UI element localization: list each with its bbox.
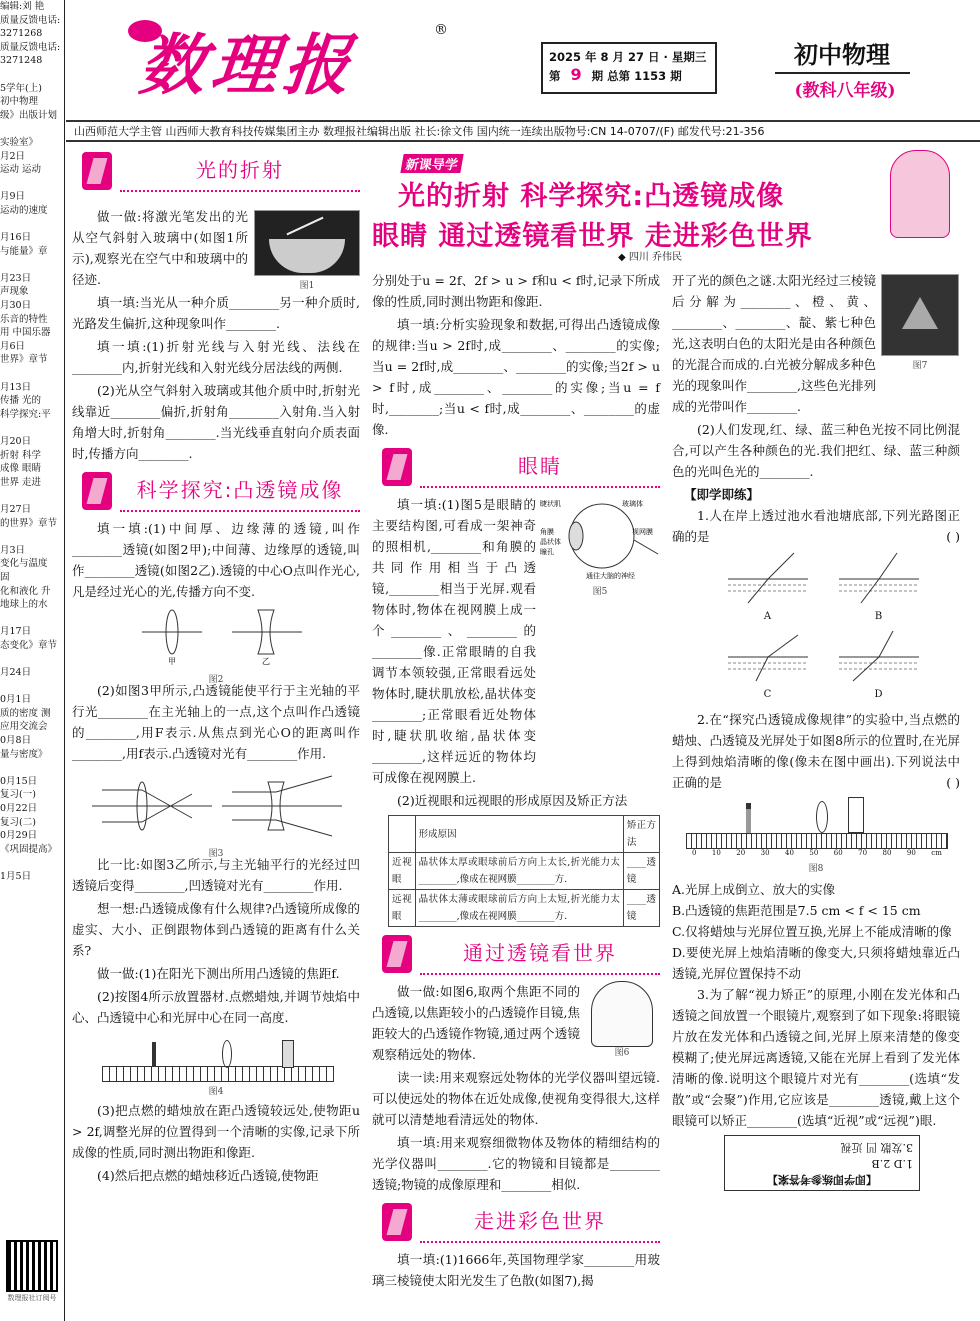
focus-diagram — [72, 766, 360, 842]
table-header-cell: 形成原因 — [415, 816, 623, 853]
question-text: 1.人在岸上透过池水看池塘底部,下列光路图正确的是 — [672, 508, 960, 544]
schedule-line — [0, 68, 64, 82]
issue-number: 9 — [570, 65, 582, 84]
option-c: C.仅将蜡烛与光屏位置互换,光屏上不能成清晰的像 — [672, 924, 952, 939]
schedule-line — [0, 612, 64, 626]
schedule-line: 与能量》章 — [0, 245, 48, 257]
schedule-line — [0, 367, 64, 381]
schedule-line: 变化与温度 — [0, 558, 48, 570]
question — [672, 505, 960, 547]
new-lesson-tag: 新课导学 — [400, 154, 463, 173]
headline-block — [368, 148, 938, 263]
schedule-line — [0, 856, 64, 870]
schedule-line: 传播 光的 — [0, 395, 42, 407]
schedule-line: 质量反馈电话: — [0, 41, 61, 53]
schedule-line: 运动的速度 — [0, 204, 48, 216]
option-b: B.凸透镜的焦距范围是7.5 cm < f < 15 cm — [672, 903, 921, 918]
lens-icon — [222, 1040, 232, 1068]
vision-defects-table — [388, 815, 660, 927]
option-figure — [712, 549, 823, 623]
ruler-tick-label: 80 — [882, 849, 892, 857]
ruler-tick-label: 60 — [833, 849, 843, 857]
schedule-line: 月24日 — [0, 667, 32, 679]
figure-1 — [254, 206, 360, 292]
table-cell: ____透镜 — [623, 853, 659, 890]
schedule-line: 3271248 — [0, 55, 43, 67]
figure-7 — [880, 270, 960, 419]
figure-caption: 图7 — [912, 361, 928, 371]
practice-heading: 【即学即练】 — [684, 487, 760, 502]
schedule-line: 月2日 — [0, 150, 26, 162]
paragraph: 填一填:当光从一种介质________另一种介质时,光路发生偏折,这种现象叫作________. — [72, 295, 360, 331]
issue-total: 期 总第 1153 期 — [591, 69, 682, 83]
schedule-line: 月17日 — [0, 626, 32, 638]
fig6-row — [372, 981, 660, 1067]
section-title: 通过透镜看世界 — [420, 933, 660, 975]
grade-label: (教科八年级) — [794, 81, 896, 101]
table-row — [389, 853, 660, 890]
schedule-line: 月20日 — [0, 436, 32, 447]
figure-4 — [72, 1030, 360, 1100]
prism-dispersion-figure — [881, 274, 959, 356]
qr-caption: 数理报社订阅号 — [7, 1294, 57, 1302]
schedule-line: 0月1日 — [0, 694, 32, 706]
schedule-line: 实验室》 — [0, 136, 39, 148]
paragraph: (4)然后把点燃的蜡烛移近凸透镜,使物距 — [97, 1168, 319, 1183]
schedule-line — [0, 653, 64, 667]
paragraph: 读一读:用来观察远处物体的光学仪器叫望远镜.可以使远处的物体在近处成像,使视角变得很大,这样就可以清楚地看清远处的物体. — [372, 1070, 660, 1127]
table-header — [389, 816, 660, 853]
registered-mark: ® — [434, 22, 448, 38]
section-title: 光的折射 — [120, 150, 360, 192]
question — [672, 709, 960, 793]
figure-caption: 图2 — [208, 675, 224, 685]
schedule-line: 月27日 — [0, 503, 32, 515]
option-label: B — [874, 611, 883, 622]
glass-half-disc — [269, 239, 345, 273]
ruler-tick-label: 70 — [858, 849, 868, 857]
issue-number-line — [549, 66, 709, 85]
section-title: 走进彩色世界 — [420, 1201, 660, 1243]
column-b — [372, 270, 660, 1293]
schedule-line: 月3日 — [0, 544, 26, 556]
schedule-line — [0, 122, 64, 136]
option-d: D.要使光屏上烛焰清晰的像变大,只须将蜡烛靠近凸透镜,光屏位置保持不动 — [672, 945, 960, 981]
section-pencil-icon — [382, 935, 412, 973]
paragraph: 分别处于u = 2f、2f > u > f和u < f时,记录下所成像的性质,同时测出物距和像距. — [372, 273, 660, 309]
headline-line-1: 光的折射 科学探究:凸透镜成像 — [398, 181, 785, 212]
option-label: D — [874, 689, 883, 700]
ruler-tick-label: 30 — [760, 849, 770, 857]
publisher-info-bar: 山西师范大学主管 山西师大教育科技传媒集团主办 数理报社编辑出版 社长:徐文伟 国内统一连续出版物号:CN 14-0707/(F) 邮发代号:21-356 — [66, 120, 980, 142]
eye-diagram — [540, 494, 660, 580]
paragraph: (2)人们发现,红、绿、蓝三种色光按不同比例混合,可以产生各种颜色的光.我们把红、绿、蓝三种颜色的光叫色光的________. — [672, 422, 960, 479]
ruler-tick-label: 0 — [692, 849, 697, 857]
answer-key-box — [724, 1135, 920, 1191]
figure-caption: 图1 — [299, 281, 315, 291]
section-pencil-icon — [382, 1203, 412, 1241]
figure-5 — [540, 494, 660, 790]
schedule-line: 乐音的特性 — [0, 313, 48, 325]
eye-label: 玻璃体 — [622, 500, 643, 508]
table-cell: 近视眼 — [389, 853, 416, 890]
schedule-line: 0月22日 — [0, 803, 38, 815]
paragraph: 填一填:(1)中间厚、边缘薄的透镜,叫作________透镜(如图2甲);中间薄、边缘厚的透镜,叫作________透镜(如图2乙).透镜的中心O点叫作光心,凡是经过光心的光,传播方向不变. — [72, 521, 360, 599]
schedule-line: 月9日 — [0, 191, 26, 203]
schedule-line: 编辑:刘 艳 — [0, 1, 45, 12]
section-header-color — [372, 1201, 660, 1243]
prism-icon — [902, 297, 938, 329]
ruler-labels — [692, 849, 942, 858]
schedule-line — [0, 489, 64, 503]
screen-icon — [848, 797, 864, 833]
section-header-refraction — [72, 150, 360, 192]
figure-caption: 图8 — [808, 864, 824, 874]
author-byline: ◆ 四川 乔伟民 — [618, 252, 683, 263]
schedule-line: 折射 科学 — [0, 449, 42, 461]
section-header-telescope — [372, 933, 660, 975]
paragraph: 填一填:(1)图5是眼睛的主要结构图,可看成一架神奇的照相机,________和角膜的共同作用相当于凸透镜,________相当于光屏.观看物体时,物体在视网膜上成一个________、________的________像.正常眼睛的自我调节本领较强,正常眼看远处物体时,睫状肌放松,晶状体变________;正常眼看近处物体时,睫状肌收缩,晶状体变________,这样远近的物体均可成像在视网膜上. — [372, 497, 536, 785]
schedule-line: 《巩固提高》 — [0, 843, 58, 855]
option-label: C — [763, 689, 772, 700]
paragraph: 想一想:凸透镜成像有什么规律?凸透镜所成像的虚实、大小、正倒跟物体到凸透镜的距离有什么关系? — [72, 901, 360, 958]
section-header-lens — [72, 470, 360, 512]
figure-caption: 图5 — [592, 587, 608, 597]
paragraph: (2)近视眼和远视眼的形成原因及矫正方法 — [397, 793, 628, 808]
candle-icon — [152, 1042, 156, 1066]
schedule-line: 世界》章节 — [0, 354, 48, 366]
paragraph: 填一填:用来观察细微物体及物体的精细结构的光学仪器叫________.它的物镜和目镜都是________透镜;物镜的成像原理和________相似. — [372, 1135, 660, 1192]
paragraph: (2)光从空气斜射入玻璃或其他介质中时,折射光线靠近________偏折,折射角________入射角.当入射角增大时,折射角________.当光线垂直射向介质表面时,传播方向________. — [72, 383, 360, 461]
figure-8 — [672, 795, 960, 879]
figure-3 — [72, 766, 360, 859]
schedule-line: 0月29日 — [0, 830, 38, 842]
column-a — [72, 150, 360, 1188]
schedule-line: 量与密度》 — [0, 748, 48, 760]
schedule-line — [0, 680, 64, 694]
refraction-option-diagram — [728, 549, 808, 605]
schedule-line: 地球上的水 — [0, 599, 48, 611]
table-header-cell — [389, 816, 416, 853]
fig2-label-b: 乙 — [262, 657, 270, 666]
newspaper-title: 数理报 — [135, 27, 360, 104]
schedule-line: 月6日 — [0, 340, 26, 352]
schedule-line: 成像 眼睛 — [0, 463, 42, 475]
section-pencil-icon — [82, 472, 112, 510]
subject-underline — [775, 72, 910, 74]
refraction-option-diagram — [839, 549, 919, 605]
schedule-line: 初中物理 — [0, 96, 39, 108]
paragraph: 填一填:(1)折射光线与入射光线、法线在________内,折射光线和入射光线分居法线的两侧. — [72, 339, 360, 375]
issue-date: 2025 年 8 月 27 日 · 星期三 — [549, 50, 707, 64]
issue-date-box — [541, 42, 717, 94]
schedule-sidebar — [0, 0, 65, 1321]
paragraph: 做一做:(1)在阳光下测出所用凸透镜的焦距f. — [97, 966, 340, 981]
schedule-line: 月30日 — [0, 300, 32, 312]
candle-icon — [746, 803, 751, 837]
schedule-line: 用 中国乐器 — [0, 327, 51, 339]
option-figure — [823, 549, 934, 623]
schedule-line: 固 — [0, 571, 10, 583]
paragraph: 填一填:分析实验现象和数据,可得出凸透镜成像的规律:当u > 2f时,成________、________的实像;当u = 2f时,成________、________的实像;当2f > u > f时,成________、________的实像;当u = f时,________;当u < f时,成________、________的虚像. — [372, 317, 660, 437]
subject-title: 初中物理 — [794, 41, 890, 69]
table-cell: 晶状体太薄或眼球前后方向上太短,折光能力太________,像成在视网膜________方. — [415, 890, 623, 927]
schedule-line: 运动 运动 — [0, 164, 42, 176]
table-cell: 晶状体太厚或眼球前后方向上太长,折光能力太________,像成在视网膜________方. — [415, 853, 623, 890]
figure-caption: 图4 — [208, 1087, 224, 1097]
fig7-row — [672, 270, 960, 419]
answer-key-title: 【即学即练参考答案】 — [767, 1173, 877, 1186]
figure-6 — [584, 981, 660, 1067]
figure-2 — [72, 604, 360, 685]
schedule-line: 月16日 — [0, 232, 32, 244]
schedule-line: 质的密度 测 — [0, 707, 51, 719]
schedule-line: 月23日 — [0, 272, 32, 284]
paragraph: 填一填:(1)1666年,英国物理学家________用玻璃三棱镜使太阳光发生了色散(如图7),揭 — [372, 1252, 660, 1288]
eye-label: 睫状肌 — [540, 500, 561, 508]
paragraph: (2)按图4所示放置器材.点燃蜡烛,并调节烛焰中心、凸透镜中心和光屏中心在同一高度. — [72, 989, 360, 1025]
table-header-cell: 矫正方法 — [623, 816, 659, 853]
headline-line-2: 眼睛 通过透镜看世界 走进彩色世界 — [372, 221, 813, 252]
q1-option-figures — [672, 549, 960, 701]
paragraph: (3)把点燃的蜡烛放在距凸透镜较远处,使物距u > 2f,调整光屏的位置得到一个清晰的实像,记录下所成像的性质,同时测出物距和像距. — [72, 1103, 360, 1160]
table-row — [389, 890, 660, 927]
schedule-line: 声现象 — [0, 286, 29, 298]
ruler-tick-label: 90 — [906, 849, 916, 857]
eye-label: 通往大脑的神经 — [586, 572, 635, 580]
table-cell: ____透镜 — [623, 890, 659, 927]
optical-bench-ruler — [686, 833, 948, 849]
schedule-line: 0月15日 — [0, 775, 38, 787]
screen-icon — [282, 1040, 294, 1068]
option-figure — [823, 627, 934, 701]
option-figure — [712, 627, 823, 701]
figure-caption: 图6 — [614, 1048, 630, 1058]
option-a: A.光屏上成倒立、放大的实像 — [672, 882, 836, 897]
answer-paren: ( ) — [946, 775, 960, 790]
refraction-option-diagram — [839, 627, 919, 683]
section-header-eye — [372, 446, 660, 488]
cartoon-girl-icon — [890, 150, 950, 238]
column-c — [672, 270, 960, 1191]
lens-icon — [816, 801, 828, 833]
schedule-line — [0, 218, 64, 232]
option-label: A — [763, 611, 772, 622]
schedule-line: 复习(一) — [0, 789, 36, 801]
eye-label: 角膜 — [540, 528, 554, 536]
answer-paren: ( ) — [946, 529, 960, 544]
qr-code — [6, 1240, 58, 1292]
schedule-line: 的世界》章节 — [0, 517, 58, 529]
issue-prefix: 第 — [549, 69, 561, 83]
fig1-row — [72, 206, 360, 292]
fig5-row — [372, 494, 660, 790]
answer-line: 1.D 2.B — [871, 1157, 913, 1170]
paragraph: 做一做:如图6,取两个焦距不同的凸透镜,以焦距较小的凸透镜作目镜,焦距较大的凸透镜作物镜,通过两个透镜观察稍远处的物体. — [372, 984, 580, 1062]
eye-label: 瞳孔 — [540, 548, 554, 556]
schedule-line: 态变化》章节 — [0, 639, 58, 651]
paragraph: 开了光的颜色之谜.太阳光经过三棱镜后分解为________、橙、黄、________、________、靛、紫七种色光,这表明白色的太阳光是由各种颜色的光混合而成的.白光被分解成多种色光的现象叫作________,这些色光排列成的光带叫作________. — [672, 273, 876, 414]
section-pencil-icon — [382, 448, 412, 486]
schedule-line: 世界 走进 — [0, 476, 42, 488]
figure-caption: 图3 — [208, 849, 224, 859]
section-pencil-icon — [82, 152, 112, 190]
schedule-line: 0月8日 — [0, 735, 32, 747]
schedule-line: 化和液化 升 — [0, 585, 51, 597]
ruler-tick-label: 50 — [809, 849, 819, 857]
ruler-tick-label: 40 — [785, 849, 794, 857]
schedule-line: 科学探究:平 — [0, 408, 51, 420]
paragraph: 做一做:将激光笔发出的光从空气斜射入玻璃中(如图1所示),观察光在空气中和玻璃中的径迹. — [72, 209, 248, 287]
laser-beam — [286, 217, 323, 236]
schedule-line — [0, 530, 64, 544]
schedule-line: 应用交流会 — [0, 721, 48, 733]
refraction-option-diagram — [728, 627, 808, 683]
ruler-tick-label: cm — [931, 849, 942, 857]
lens-diagram — [72, 604, 360, 668]
boy-with-lenses-icon — [591, 981, 653, 1047]
paragraph: 比一比:如图3乙所示,与主光轴平行的光经过凹透镜后变得________,凹透镜对光有________作用. — [72, 857, 360, 893]
schedule-line — [0, 258, 64, 272]
table-cell: 远视眼 — [389, 890, 416, 927]
question-text: 2.在“探究凸透镜成像规律”的实验中,当点燃的蜡烛、凸透镜及光屏处于如图8所示的位置时,在光屏上得到烛焰清晰的像(像未在图中画出).下列说法中正确的是 — [672, 712, 960, 790]
section-title: 眼睛 — [420, 446, 660, 488]
schedule-line — [0, 177, 64, 191]
laser-refraction-figure — [254, 210, 360, 276]
ruler-tick-label: 10 — [711, 849, 721, 857]
optical-bench — [102, 1066, 334, 1082]
schedule-line: 复习(二) — [0, 816, 36, 828]
schedule-line — [0, 761, 64, 775]
schedule-line: 1月5日 — [0, 871, 32, 882]
schedule-line: 月13日 — [0, 381, 32, 393]
schedule-line: 5学年(上) — [0, 82, 42, 94]
schedule-line: 质量反馈电话: — [0, 14, 61, 26]
schedule-line: 级》出版计划 — [0, 109, 58, 121]
paragraph: (2)如图3甲所示,凸透镜能使平行于主光轴的平行光________在主光轴上的一点,这个点叫作凸透镜的________,用F表示.从焦点到光心O的距离叫作________,用f表示.凸透镜对光有________作用. — [72, 683, 360, 761]
answer-line: 3.发散 凹 近视 — [840, 1141, 913, 1154]
eye-label: 视网膜 — [632, 528, 653, 536]
eye-label: 晶状体 — [540, 538, 561, 546]
question: 3.为了解“视力矫正”的原理,小刚在发光体和凸透镜之间放置一个眼镜片,观察到了如下现象:将眼镜片放在发光体和凸透镜之间,光屏上原来清楚的像变模糊了;使光屏远离透镜,又能在光屏上看到了发光体清晰的像.说明这个眼镜片对光有________(选填“发散”或“会聚”)作用,它应该是________透镜,戴上这个眼镜可以矫正________(选填“近视”或“远视”)眼. — [672, 987, 960, 1128]
ruler-tick-label: 20 — [736, 849, 746, 857]
section-title: 科学探究:凸透镜成像 — [120, 470, 360, 512]
fig2-label-a: 甲 — [168, 657, 176, 666]
schedule-line — [0, 421, 64, 435]
schedule-line: 3271268 — [0, 28, 43, 40]
